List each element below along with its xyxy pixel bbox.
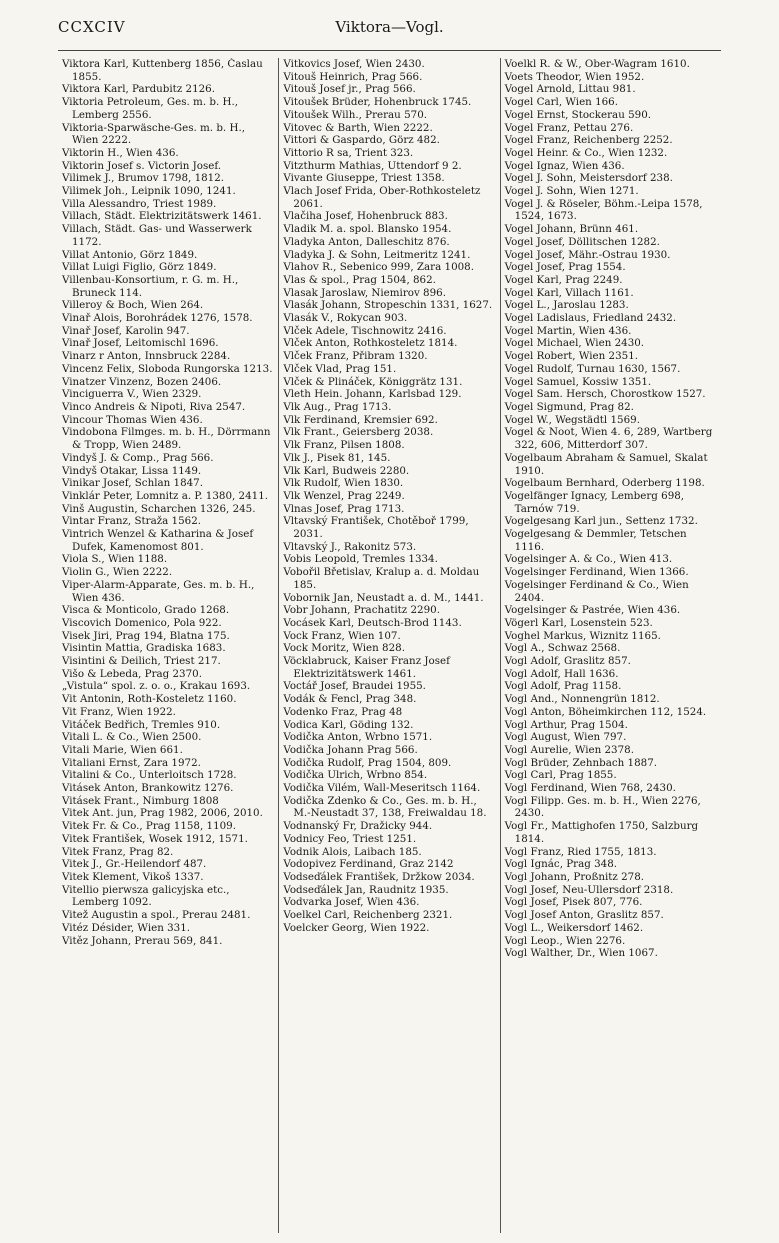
directory-entry: Vlček Vlad, Prag 151. (283, 362, 397, 375)
directory-entry: Vogl Johann, Proßnitz 278. (504, 871, 645, 883)
directory-entry: Vogelsinger Ferdinand, Wien 1366. (504, 566, 689, 579)
directory-entry: Vodička Anton, Wrbno 1571. (283, 731, 433, 744)
directory-entry: Vogelbaum Bernhard, Oderberg 1198. (504, 477, 705, 490)
directory-entry: Vladyka Anton, Dalleschitz 876. (283, 235, 450, 248)
directory-entry: Vogl Walther, Dr., Wien 1067. (504, 947, 658, 960)
directory-entry: Vogel Johann, Brünn 461. (504, 223, 639, 236)
directory-entry: Vitásek Anton, Brankowitz 1276. (62, 782, 234, 795)
directory-entry: Vogelgesang Karl jun., Settenz 1732. (504, 515, 698, 528)
directory-entry: Vitaliani Ernst, Zara 1972. (62, 756, 201, 769)
page-header (58, 12, 721, 46)
directory-entry: Vitoušek Wilh., Prerau 570. (283, 108, 428, 121)
directory-entry: Vitěz Johann, Prerau 569, 841. (62, 934, 223, 947)
directory-entry: Villa Alessandro, Triest 1989. (62, 197, 217, 210)
running-title: Viktora—Vogl. (335, 18, 444, 36)
directory-entry: Vogl Franz, Ried 1755, 1813. (504, 845, 657, 858)
directory-entry: Vodička Rudolf, Prag 1504, 809. (283, 756, 452, 769)
directory-entry: Vogelsinger Ferdinand & Co., Wien 2404. (504, 578, 689, 604)
directory-entry: Vogel Carl, Wien 166. (504, 96, 618, 109)
directory-entry: Vogel Arnold, Littau 981. (504, 83, 636, 96)
directory-entry: Voets Theodor, Wien 1952. (504, 70, 645, 83)
directory-entry: Vladik M. a. spol. Blansko 1954. (283, 223, 452, 236)
directory-entry: Vlnas Josef, Prag 1713. (283, 502, 405, 515)
directory-entry: Vitalini & Co., Unterloitsch 1728. (62, 769, 237, 782)
directory-entry: Vit Franz, Wien 1922. (62, 705, 176, 718)
directory-entry: Voelkel Carl, Reichenberg 2321. (283, 909, 453, 922)
directory-entry: Vobořil Břetislav, Kralup a. d. Moldau 185. (283, 566, 480, 591)
column-1 (58, 58, 278, 1233)
directory-entry: Vogel Sam. Hersch, Chorostkow 1527. (504, 388, 706, 401)
directory-entry: Vogl August, Wien 797. (504, 731, 627, 744)
directory-entry: Vindyš Otakar, Lissa 1149. (62, 464, 202, 477)
directory-entry: Vlačiha Josef, Hohenbruck 883. (283, 210, 448, 223)
directory-entry: Vlček Anton, Rothkosteletz 1814. (283, 337, 458, 350)
directory-entry: Vindobona Filmges. m. b. H., Dörrmann & Tropp, Wien 2489. (62, 426, 271, 452)
page-number: CCXCIV (58, 18, 126, 36)
directory-entry: Vogl L., Weikersdorf 1462. (504, 921, 644, 934)
directory-entry: Vittorio R sa, Trient 323. (283, 146, 414, 159)
directory-entry: Vobis Leopold, Tremles 1334. (283, 553, 438, 566)
directory-entry: Viktorin H., Wien 436. (62, 146, 179, 159)
directory-entry: Vitzthurm Mathias, Uttendorf 9 2. (283, 159, 462, 172)
directory-entry: Visintini & Deilich, Triest 217. (62, 655, 221, 668)
column-3 (500, 58, 721, 1233)
directory-entry: Vogl Brüder, Zehnbach 1887. (504, 756, 658, 769)
directory-entry: Vogel Karl, Villach 1161. (504, 286, 634, 299)
directory-entry: Vogel Martin, Wien 436. (504, 324, 632, 337)
directory-entry: Vogel Robert, Wien 2351. (504, 350, 639, 363)
directory-entry: Vogelfänger Ignacy, Lemberg 698, Tarnów 719. (504, 489, 685, 515)
directory-entry: Voctář Josef, Braudei 1955. (283, 680, 426, 693)
directory-entry: Viktora Karl, Pardubitz 2126. (62, 83, 216, 96)
directory-entry: Vock Franz, Wien 107. (283, 629, 401, 642)
directory-entry: Vodopivez Ferdinand, Graz 2142 (283, 858, 454, 871)
directory-entry: Vogelgesang & Demmler, Tetschen 1116. (504, 528, 687, 553)
directory-entry: Vitoušek Brüder, Hohenbruck 1745. (283, 96, 472, 109)
directory-entry: Vodička Ulrich, Wrbno 854. (283, 769, 428, 782)
directory-entry: Vogel Josef, Mähr.-Ostrau 1930. (504, 248, 671, 261)
directory-entry: Vogl Josef, Neu-Ullersdorf 2318. (504, 883, 674, 896)
directory-entry: Voelkl R. & W., Ober-Wagram 1610. (504, 58, 690, 70)
directory-entry: Vintar Franz, Straža 1562. (62, 515, 202, 528)
directory-entry: Vinco Andreis & Nipoti, Riva 2547. (62, 400, 246, 413)
directory-entry: Vladyka J. & Sohn, Leitmeritz 1241. (283, 248, 471, 261)
directory-entry: Vindyš J. & Comp., Prag 566. (62, 451, 214, 464)
directory-entry: Vogel Rudolf, Turnau 1630, 1567. (504, 362, 681, 375)
directory-entry: Vogl Anton, Böheimkirchen 112, 1524. (504, 705, 707, 718)
directory-entry: Vogl Adolf, Graslitz 857. (504, 655, 631, 668)
directory-entry: Vogl Arthur, Prag 1504. (504, 718, 628, 731)
directory-entry: Vlk Wenzel, Prag 2249. (283, 489, 405, 502)
directory-entry: Vinař Josef, Leitomischl 1696. (62, 337, 219, 350)
directory-entry: Viscovich Domenico, Pola 922. (62, 616, 222, 629)
directory-entry: Vitek Ant. jun, Prag 1982, 2006, 2010. (62, 807, 263, 820)
directory-entry: Vlk Aug., Prag 1713. (283, 400, 392, 413)
directory-entry: Vitásek Frant., Nimburg 1808 (62, 794, 219, 807)
directory-entry: Vitež Augustin a spol., Prerau 2481. (62, 909, 251, 922)
directory-entry: Vltavský František, Chotěboř 1799, 2031. (283, 515, 469, 541)
directory-entry: Vogelsinger & Pastrée, Wien 436. (504, 604, 681, 617)
directory-entry: Vitek František, Wosek 1912, 1571. (62, 832, 248, 845)
directory-entry: Vilimek J., Brumov 1798, 1812. (62, 172, 225, 185)
directory-entry: Vincour Thomas Wien 436. (62, 413, 203, 426)
directory-entry: Viktoria-Sparwäsche-Ges. m. b. H., Wien 2222. (62, 121, 245, 147)
directory-entry: Visintin Mattia, Gradiska 1683. (62, 642, 226, 655)
directory-entry: Vinciguerra V., Wien 2329. (62, 388, 202, 401)
directory-entry: Vlas & spol., Prag 1504, 862. (283, 273, 436, 286)
directory-entry: Vogl And., Nonnengrün 1812. (504, 693, 660, 706)
directory-entry: Viktorin Josef s. Victorin Josef. (62, 159, 222, 172)
directory-entry: Vogel Ladislaus, Friedland 2432. (504, 312, 677, 325)
directory-entry: Vogelsinger A. & Co., Wien 413. (504, 553, 673, 566)
directory-entry: Vogl Adolf, Prag 1158. (504, 680, 622, 693)
directory-entry: Vobornik Jan, Neustadt a. d. M., 1441. (283, 591, 484, 604)
directory-entry: Vogl Josef, Pisek 807, 776. (504, 896, 643, 909)
directory-entry: Vlk Rudolf, Wien 1830. (283, 477, 404, 490)
directory-entry: Vodvarka Josef, Wien 436. (283, 896, 420, 909)
directory-entry: Vinař Alois, Borohrádek 1276, 1578. (62, 312, 253, 325)
directory-entry: Vinklár Peter, Lomnitz a. P. 1380, 2411. (62, 489, 269, 502)
directory-entry: Vitellio pierwsza galicyjska etc., Lemberg 1092. (62, 883, 230, 909)
directory-entry: Vock Moritz, Wien 828. (283, 642, 405, 655)
directory-entry: Vogl Aurelie, Wien 2378. (504, 743, 634, 756)
directory-entry: Vodseďálek Jan, Raudnitz 1935. (283, 883, 449, 896)
directory-entry: Voelcker Georg, Wien 1922. (283, 921, 430, 934)
directory-entry: Vogel Karl, Prag 2249. (504, 273, 623, 286)
directory-entry: Viola S., Wien 1188. (62, 553, 168, 566)
directory-entry: Vlček Adele, Tischnowitz 2416. (283, 324, 447, 337)
directory-entry: Villeroy & Boch, Wien 264. (62, 299, 204, 312)
directory-entry: Vogel Sigmund, Prag 82. (504, 400, 634, 413)
directory-entry: Vogel J. Sohn, Meistersdorf 238. (504, 172, 673, 185)
directory-entry: Vlasak Jaroslaw, Niemirov 896. (283, 286, 446, 299)
directory-entry: Vittori & Gaspardo, Görz 482. (283, 134, 440, 147)
directory-entry: Vlk Karl, Budweis 2280. (283, 464, 410, 477)
directory-entry: Villach, Städt. Elektrizitätswerk 1461. (62, 210, 262, 223)
directory-entry: Viper-Alarm-Apparate, Ges. m. b. H., Wien 436. (62, 578, 255, 604)
directory-entry: Vincenz Felix, Sloboda Rungorska 1213. (62, 362, 273, 375)
directory-entry: Vlk Ferdinand, Kremsier 692. (283, 413, 438, 426)
directory-entry: Vlček & Plináček, Königgrätz 131. (283, 375, 463, 388)
directory-entry: Vogl Ignác, Prag 348. (504, 858, 618, 871)
directory-entry: Vltavský J., Rakonitz 573. (283, 540, 417, 553)
directory-entry: Vitek J., Gr.-Heilendorf 487. (62, 858, 207, 871)
directory-entry: Vogel Ernst, Stockerau 590. (504, 108, 652, 121)
directory-entry: Vogl Leop., Wien 2276. (504, 934, 626, 947)
directory-entry: Vintrich Wenzel & Katharina & Josef Dufek, Kamenomost 801. (62, 528, 254, 553)
directory-entry: Vogl Ferdinand, Wien 768, 2430. (504, 782, 676, 795)
directory-entry: Vodnik Alois, Laibach 185. (283, 845, 422, 858)
directory-entry: Vogel & Noot, Wien 4. 6, 289, Wartberg 322, 606, Mitterdorf 307. (504, 426, 713, 452)
directory-entry: Villat Antonio, Görz 1849. (62, 248, 198, 261)
directory-entry: Vobr Johann, Prachatitz 2290. (283, 604, 440, 617)
directory-entry: Vocásek Karl, Deutsch-Brod 1143. (283, 616, 462, 629)
directory-entry: Vitouš Josef jr., Prag 566. (283, 83, 416, 96)
directory-entry: Vogelbaum Abraham & Samuel, Skalat 1910. (504, 451, 708, 477)
directory-entry: Vogl A., Schwaz 2568. (504, 642, 621, 655)
directory-entry: Vodenko Fraz, Prag 48 (283, 705, 403, 718)
directory-entry: Vogel Franz, Pettau 276. (504, 121, 634, 134)
directory-entry: Vogel Josef, Döllitschen 1282. (504, 235, 660, 248)
directory-entry: Vogel Heinr. & Co., Wien 1232. (504, 146, 668, 159)
directory-entry: Violin G., Wien 2222. (62, 566, 173, 579)
directory-entry: Vlček Franz, Přibram 1320. (283, 350, 428, 363)
directory-entry: Vodica Karl, Göding 132. (283, 718, 414, 731)
directory-entry: Vitek Franz, Prag 82. (62, 845, 174, 858)
directory-entry: Vlasák V., Rokycan 903. (283, 312, 408, 325)
directory-entry: Vogel Samuel, Kossiw 1351. (504, 375, 652, 388)
header-rule (58, 50, 721, 51)
directory-entry: Vitovec & Barth, Wien 2222. (283, 121, 433, 134)
directory-entry: „Vistula“ spol. z. o. o., Krakau 1693. (62, 680, 251, 693)
directory-entry: Villenbau-Konsortium, r. G. m. H., Bruneck 114. (62, 273, 239, 299)
directory-entry: Vitouš Heinrich, Prag 566. (283, 70, 423, 83)
directory-entry: Vitek Fr. & Co., Prag 1158, 1109. (62, 820, 237, 833)
directory-entry: Vogel J. Sohn, Wien 1271. (504, 185, 639, 198)
directory-entry: Visek Jiri, Prag 194, Blatna 175. (62, 629, 230, 642)
directory-entry: Vögerl Karl, Losenstein 523. (504, 616, 653, 629)
directory-entry: Vogl Carl, Prag 1855. (504, 769, 617, 782)
directory-entry: Viktora Karl, Kuttenberg 1856, Časlau 1855. (62, 58, 263, 83)
directory-entry: Vinš Augustin, Scharchen 1326, 245. (62, 502, 256, 515)
directory-entry: Vogel Ignaz, Wien 436. (504, 159, 625, 172)
column-2 (278, 58, 499, 1233)
directory-entry: Vogel W., Wegstädtl 1569. (504, 413, 640, 426)
directory-entry: Vodička Vilém, Wall-Meseritsch 1164. (283, 782, 481, 795)
directory-entry: Villach, Städt. Gas- und Wasserwerk 1172. (62, 223, 252, 248)
directory-entry: Vinarz r Anton, Innsbruck 2284. (62, 350, 231, 363)
directory-entry: Vitkovics Josef, Wien 2430. (283, 58, 425, 70)
directory-entry: Vogl Fr., Mattighofen 1750, Salzburg 1814. (504, 820, 699, 845)
directory-entry: Vogel L., Jaroslau 1283. (504, 299, 629, 312)
directory-entry: Vogl Josef Anton, Graslitz 857. (504, 909, 664, 922)
directory-entry: Vleth Hein. Johann, Karlsbad 129. (283, 388, 462, 401)
directory-entry: Vitáček Bedřich, Tremles 910. (62, 718, 221, 731)
directory-entry: Vitali Marie, Wien 661. (62, 743, 183, 756)
directory-entry: Vogel Michael, Wien 2430. (504, 337, 645, 350)
directory-entry: Vogl Filipp. Ges. m. b. H., Wien 2276, 2430. (504, 794, 701, 820)
directory-entry: Vogl Adolf, Hall 1636. (504, 667, 619, 680)
directory-entry: Vöcklabruck, Kaiser Franz Josef Elektrizitätswerk 1461. (283, 655, 450, 680)
directory-entry: Vodička Johann Prag 566. (283, 743, 418, 756)
directory-entry: Vinikar Josef, Schlan 1847. (62, 477, 204, 490)
directory-entry: Vogel J. & Röseler, Böhm.-Leipa 1578, 1524, 1673. (504, 197, 703, 223)
directory-entry: Vodák & Fencl, Prag 348. (283, 693, 417, 706)
directory-entry: Vinař Josef, Karolin 947. (62, 324, 190, 337)
directory-entry: Vitali L. & Co., Wien 2500. (62, 731, 202, 744)
directory-entry: Vitek Klement, Vikoš 1337. (62, 871, 204, 883)
directory-entry: Vodička Zdenko & Co., Ges. m. b. H., M.-Neustadt 37, 138, Freiwaldau 18. (283, 794, 487, 820)
directory-entry: Vivante Giuseppe, Triest 1358. (283, 172, 445, 185)
directory-entry: Vogel Josef, Prag 1554. (504, 261, 626, 274)
directory-entry: Vlach Josef Frida, Ober-Rothkosteletz 2061. (283, 185, 481, 210)
directory-entry: Voghel Markus, Wiznitz 1165. (504, 629, 661, 642)
directory-entry: Vlk Franz, Pilsen 1808. (283, 439, 405, 452)
directory-entry: Vlk J., Pisek 81, 145. (283, 451, 391, 464)
directory-entry: Vlk Frant., Geiersberg 2038. (283, 426, 434, 439)
directory-entry: Vilimek Joh., Leipnik 1090, 1241. (62, 185, 236, 198)
directory-entry: Vlahov R., Sebenico 999, Zara 1008. (283, 261, 474, 274)
directory-columns (58, 58, 721, 1233)
directory-entry: Vogel Franz, Reichenberg 2252. (504, 134, 673, 147)
directory-entry: Villat Luigi Figlio, Görz 1849. (62, 261, 217, 274)
directory-entry: Viktoria Petroleum, Ges. m. b. H., Lemberg 2556. (62, 96, 239, 121)
directory-entry: Vit Antonin, Roth-Kosteletz 1160. (62, 693, 237, 706)
directory-entry: Vodnanský Fr, Dražicky 944. (283, 820, 433, 833)
directory-entry: Vitéz Désider, Wien 331. (62, 921, 191, 934)
directory-entry: Višo & Lebeda, Prag 2370. (62, 667, 202, 680)
directory-entry: Vinatzer Vinzenz, Bozen 2406. (62, 375, 222, 388)
directory-entry: Vlasák Johann, Stropeschin 1331, 1627. (283, 299, 493, 312)
directory-entry: Vodseďálek František, Držkow 2034. (283, 871, 475, 883)
directory-entry: Vodnicy Feo, Triest 1251. (283, 832, 417, 845)
directory-entry: Visca & Monticolo, Grado 1268. (62, 604, 230, 617)
